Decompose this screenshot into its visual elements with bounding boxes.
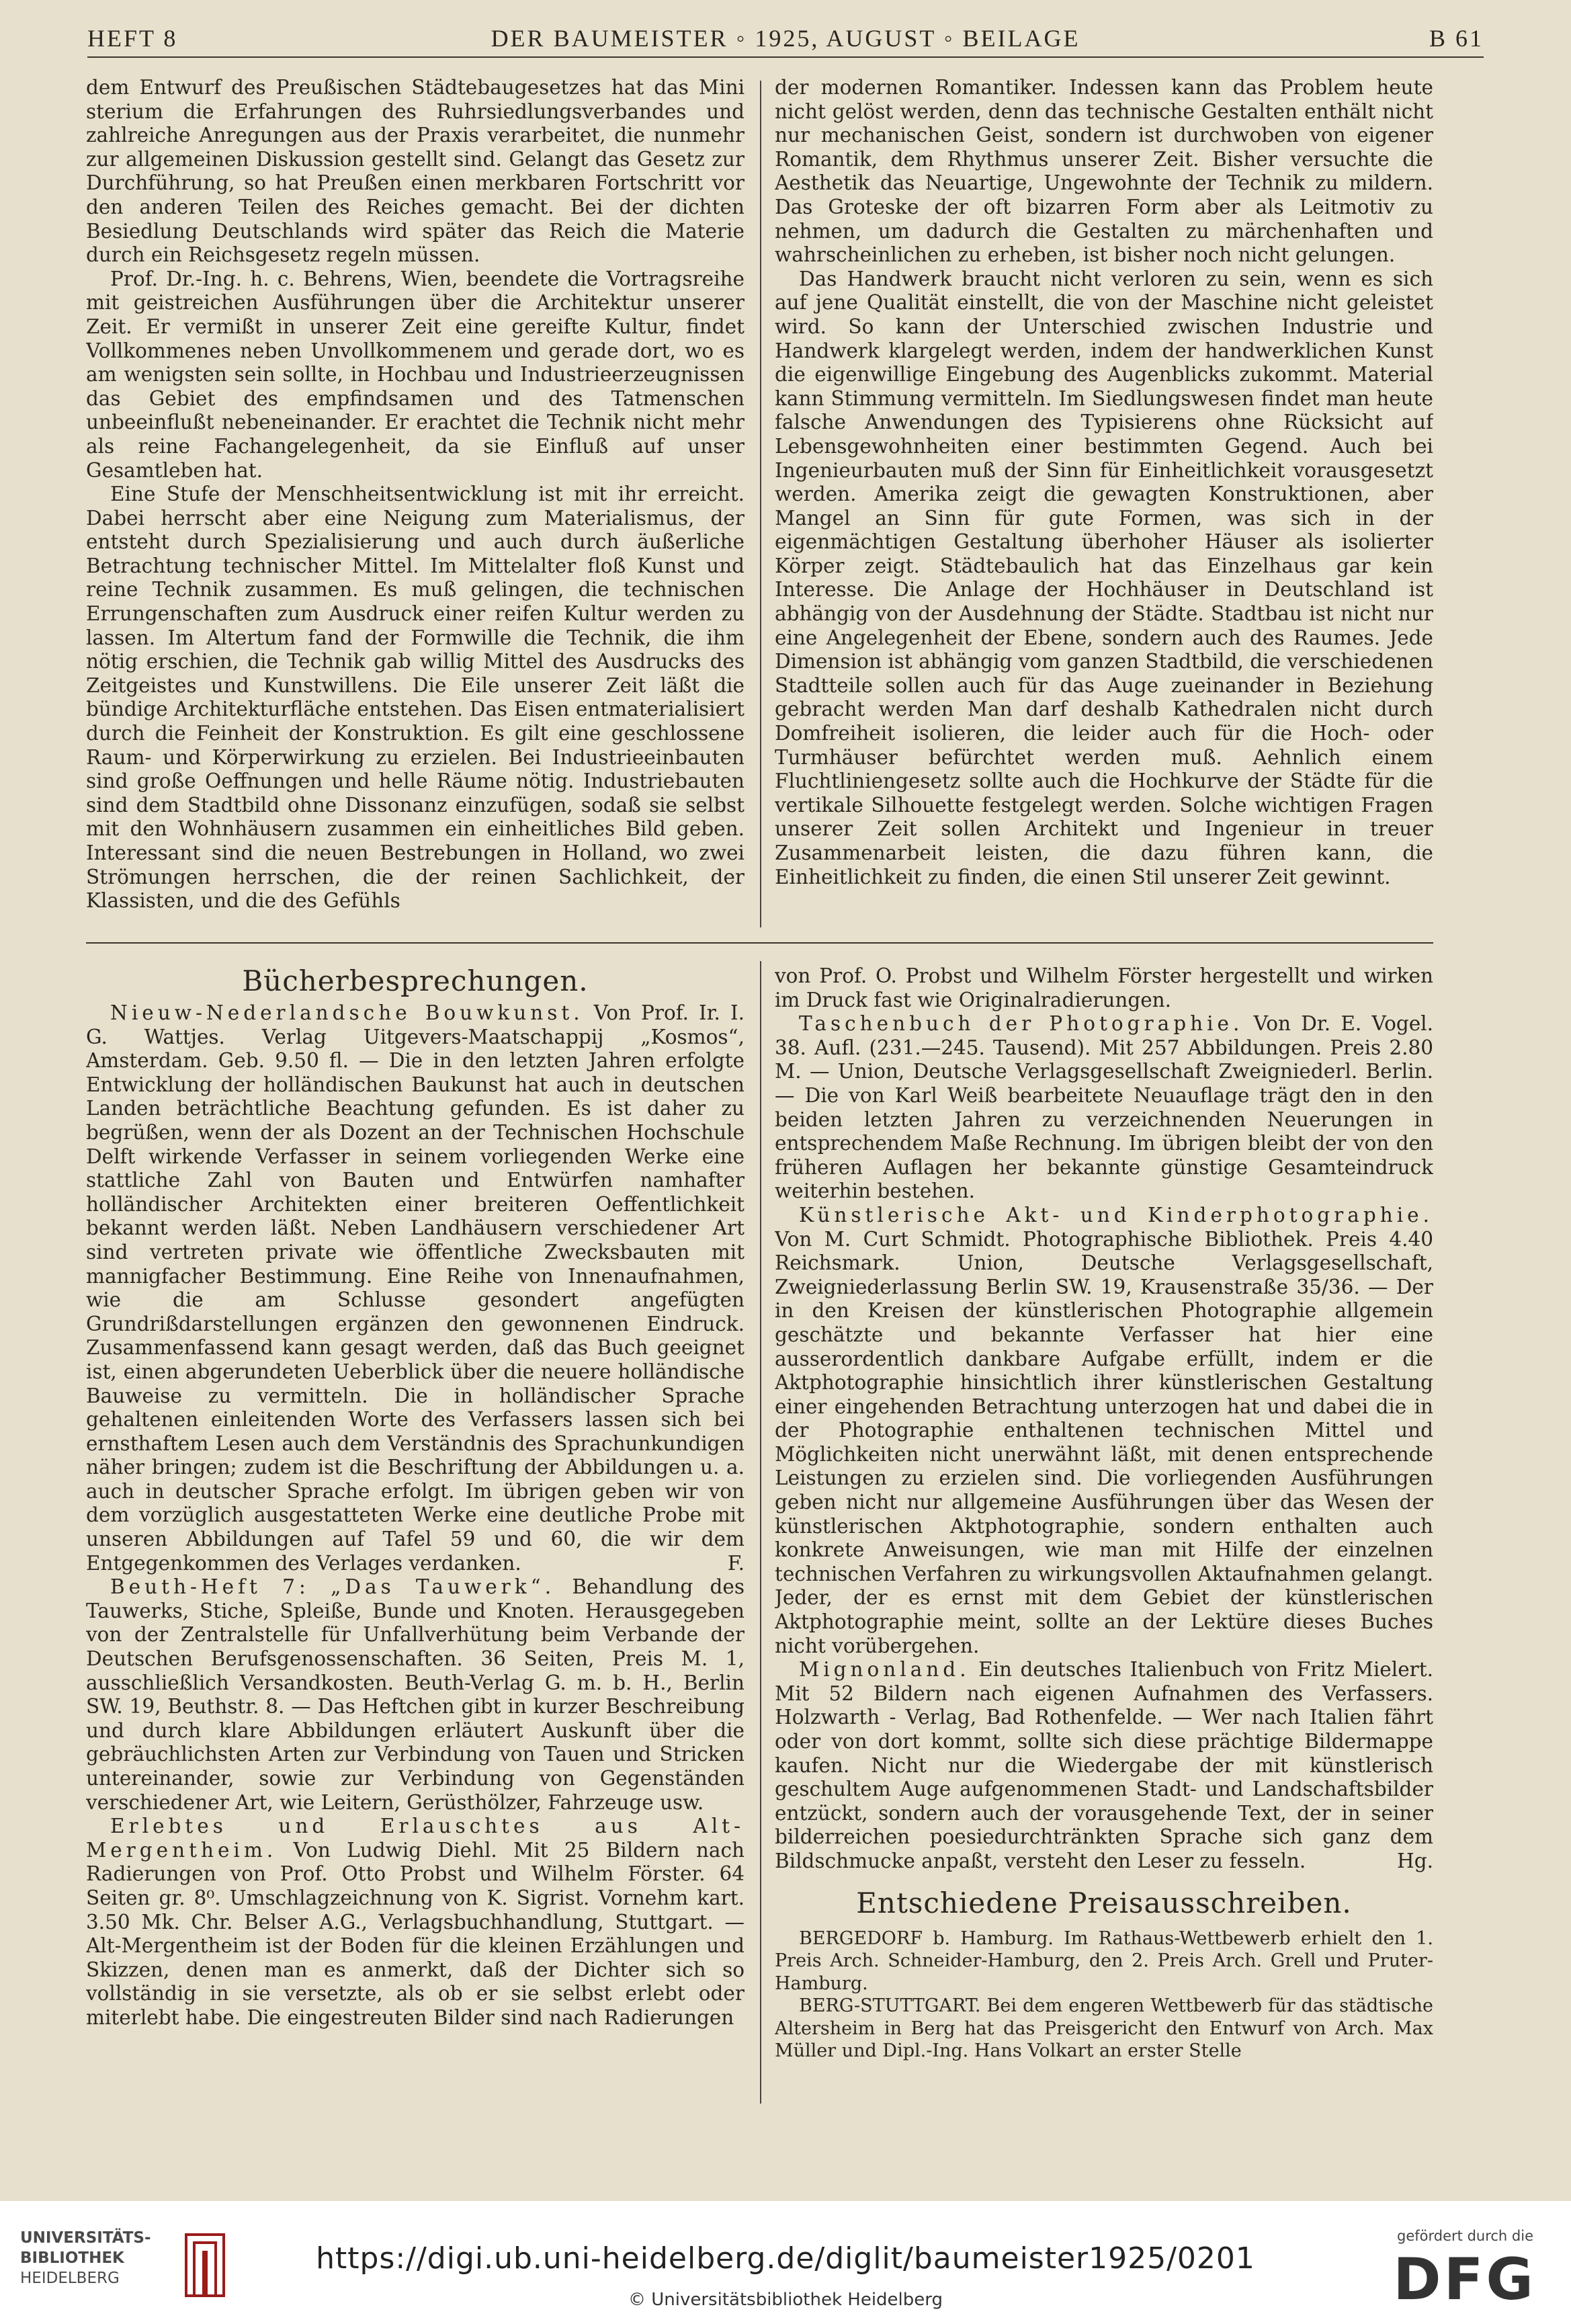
permalink-url[interactable]: https://digi.ub.uni-heidelberg.de/diglit/baumeister1925/0201 [316, 2241, 1255, 2276]
review-title: Beuth-Heft 7: „Das Tauwerk“. [110, 1575, 556, 1599]
paragraph: dem Entwurf des Preußischen Städtebaugesetzes hat das Mini sterium die Erfahrungen des Ruhrsiedlungsverbandes und zahlreiche Anregungen aus der Praxis verarbeitet, die nunmehr zur allgemeinen Diskussion gestellt sind. Gelangt das Gesetz zur Durchführung, so hat Preußen einen merkbaren Fortschritt vor den anderen Teilen des Reiches gemacht. Bei der dichten Besiedlung Deutschlands wird später das Reich die Materie durch ein Reichsgesetz regeln müssen. [86, 76, 745, 267]
running-header [87, 22, 1484, 58]
review-beuth-heft [86, 1575, 745, 1815]
review-text: Von Prof. Ir. I. G. Wattjes. Verlag Uitgevers-Maatschappij „Kosmos“, Amsterdam. Geb. 9.50 fl. — Die in den letzten Jahren erfolgte Entwicklung der holländischen Baukunst hat auch in deutschen Landen beträchtliche Beachtung gefunden. Es ist daher zu begrüßen, wenn der als Dozent an der Technischen Hochschule Delft wirkende Verfasser in seinem vorliegenden Werke eine stattliche Zahl von Bauten und Entwürfen namhafter holländischer Architekten einer breiteren Oeffentlichkeit bekannt werden läßt. Neben Landhäusern verschiedener Art sind vertreten private wie öffentliche Zwecksbauten mit mannigfacher Bestimmung. Eine Reihe von Innenaufnahmen, wie die am Schlusse gesondert angefügten Grundrißdarstellungen ergänzen den gewonnenen Eindruck. Zusammenfassend kann gesagt werden, daß das Buch geeignet ist, einen abgerundeten Ueberblick über die neuere holländische Bauweise zu vermitteln. Die in holländischer Sprache gehaltenen einleitenden Worte des Verfassers lassen sich bei ernsthaftem Lesen auch dem Verständnis des Sprachunkundigen näher bringen; zudem ist die Beschriftung der Abbildungen u. a. auch in deutscher Sprache erfolgt. Im übrigen geben wir von dem vorzüglich ausgestatteten Werke eine deutliche Probe mit unseren Abbildungen auf Tafel 59 und 60, die wir dem Entgegenkommen des Verlages verdanken. [86, 1001, 745, 1575]
viewer-footer [0, 2201, 1571, 2324]
column-divider [760, 961, 761, 2104]
review-text: Ein deutsches Italienbuch von Fritz Mielert. Mit 52 Bildern nach eigenen Aufnahmen des Verfassers. Holzwarth - Verlag, Bad Rothenfelde. — Wer nach Italien fährt oder von dort kommt, sollte sich diese prächtige Bildermappe kaufen. Nicht nur die Wiedergabe der mit künstlerisch geschultem Auge aufgenommenen Stadt- und Landschaftsbilder entzückt, sondern auch der vorausgehende Text, der in seiner bilderreichen poesiedurchtränkten Sprache sich ganz dem Bildschmucke anpaßt, versteht den Leser zu fesseln. [775, 1658, 1433, 1872]
contest-berg-stuttgart: BERG-STUTTGART. Bei dem engeren Wettbewerb für das städtische Altersheim in Berg hat das Preisgericht den Entwurf von Arch. Max Müller und Dipl.-Ing. Hans Volkart an erster Stelle [775, 1995, 1433, 2062]
article-column-right [775, 76, 1433, 929]
review-signature: Hg. [1397, 1849, 1433, 1872]
review-alt-mergentheim [86, 1815, 745, 2030]
review-title: Taschenbuch der Photographie. [799, 1012, 1244, 1036]
issue-number: HEFT 8 [87, 25, 178, 52]
reviews-heading: Bücherbesprechungen. [242, 964, 589, 997]
dfg-logo[interactable]: DFG [1393, 2246, 1536, 2313]
paragraph: Prof. Dr.-Ing. h. c. Behrens, Wien, beendete die Vortragsreihe mit geistreichen Ausführungen über die Architektur unserer Zeit. Er vermißt in unserer Zeit eine gereifte Kultur, findet Vollkommenes neben Unvollkommenem und gerade dort, wo es am wenigsten sein sollte, in Hochbau und Industrieerzeugnissen das Gebiet des empfindsamen und des Tatmenschen unbeeinflußt nebeneinander. Er erachtet die Technik nicht mehr als reine Fachangelegenheit, da sie Einfluß auf unser Gesamtleben hat. [86, 267, 745, 482]
logo-line: HEIDELBERG [20, 2270, 120, 2287]
review-title: Erlebtes und Erlauschtes aus Alt-Mergentheim. [86, 1815, 745, 1862]
column-divider [760, 81, 761, 927]
reviews-column-right [775, 964, 1433, 2120]
review-aktphotographie [775, 1204, 1433, 1658]
review-text: Von Ludwig Diehl. Mit 25 Bildern nach Radierungen von Prof. Otto Probst und Wilhelm Förster. 64 Seiten gr. 8⁰. Umschlagzeichnung von K. Sigrist. Vornehm kart. 3.50 Mk. Chr. Belser A.G., Verlagsbuchhandlung, Stuttgart. — Alt-Mergentheim ist der Boden für die kleinen Erzählungen und Skizzen, denen man es anmerkt, daß der Dichter sich so vollständig in sie versetzte, als ob er sie selbst erlebt oder miterlebt habe. Die eingestreuten Bilder sind nach Radierungen [86, 1838, 745, 2029]
logo-line: BIBLIOTHEK [20, 2249, 124, 2267]
journal-title: DER BAUMEISTER ◦ 1925, AUGUST ◦ BEILAGE [491, 25, 1080, 52]
review-text: Behandlung des Tauwerks, Stiche, Spleiße, Bunde und Knoten. Herausgegeben von der Zentralstelle für Unfallverhütung beim Verbande der Deutschen Berufsgenossenschaften. 36 Seiten, Preis M. 1, ausschließlich Versandkosten. Beuth-Verlag G. m. b. H., Berlin SW. 19, Beuthstr. 8. — Das Heftchen gibt in kurzer Beschreibung und durch klare Abbildungen erläutert Auskunft über die gebräuchlichsten Arten zur Verbindung von Tauen und Stricken untereinander, sowie zur Verbindung von Gegenständen verschiedener Art, wie Leitern, Gerüsthölzer, Fahrzeuge usw. [86, 1575, 745, 1814]
review-text: Von M. Curt Schmidt. Photographische Bibliothek. Preis 4.40 Reichsmark. Union, Deutsche Verlagsgesellschaft, Zweigniederlassung Berlin SW. 19, Krausenstraße 35/36. — Der in den Kreisen der künstlerischen Photographie allgemein geschätzte und bekannte Verfasser hat hier eine ausserordentlich dankbare Aufgabe erfüllt, indem er die Aktphotographie hinsichtlich ihrer künstlerischen Gestaltung einer eingehenden Betrachtung unterzogen hat und dabei die in der Photographie enthaltenen technischen Mittel und Möglichkeiten nicht unerwähnt läßt, mit denen entsprechende Leistungen zu erzielen sind. Die vorliegenden Ausführungen geben nicht nur allgemeine Ausführungen über das Wesen der künstlerischen Aktphotographie, sondern enthalten auch konkrete Anweisungen, wie man mit Hilfe der einzelnen technischen Verfahren zu wirkungsvollen Aktaufnahmen gelangt. Jeder, der es ernst mit dem Gebiet der künstlerischen Aktphotographie meint, sollte an der Lektüre dieses Buches nicht vorübergehen. [775, 1227, 1433, 1657]
contests-list [775, 1927, 1433, 2063]
contests-heading: Entschiedene Preisausschreiben. [856, 1886, 1352, 1919]
review-taschenbuch [775, 1012, 1433, 1204]
logo-line: UNIVERSITÄTS- [20, 2229, 151, 2247]
paragraph: Das Handwerk braucht nicht verloren zu sein, wenn es sich auf jene Qualität einstellt, die von der Maschine nicht geleistet wird. So kann der Unterschied zwischen Industrie und Handwerk klargelegt werden, indem der handwerklichen Kunst die eigenwillige Eingebung des Augenblicks zukommt. Material kann Stimmung vermitteln. Im Siedlungswesen findet man heute falsche Anwendungen des Typisierens ohne Rücksicht auf Lebensgewohnheiten einer bestimmten Gegend. Auch bei Ingenieurbauten muß der Sinn für Einheitlichkeit vorausgesetzt werden. Amerika zeigt die gewagten Konstruktionen, aber Mangel an Sinn für gute Formen, was sich in der eigenmächtigen Gestaltung überhoher Häuser als isolierter Körper zeigt. Städtebaulich hat das Einzelhaus gar kein Interesse. Die Anlage der Hochhäuser in Deutschland ist abhängig von der Ausdehnung der Städte. Stadtbau ist nicht nur eine Angelegenheit der Ebene, sondern auch des Raumes. Jede Dimension ist abhängig vom ganzen Stadtbild, die verschiedenen Stadtteile sollen auch für das Auge zueinander in Beziehung gebracht werden Man darf deshalb Kathedralen nicht durch Domfreiheit isolieren, die leider auch für die Hoch- oder Turmhäuser befürchtet werden muß. Aehnlich einem Fluchtliniengesetz sollte auch die Hochkurve der Städte für die vertikale Silhouette festgelegt werden. Solche wichtigen Fragen unserer Zeit sollen Architekt und Ingenieur in treuer Zusammenarbeit leisten, die dazu führen kann, die Einheitlichkeit zu finden, die einen Stil unserer Zeit gewinnt. [775, 267, 1433, 888]
reviews-column-left [86, 961, 745, 2117]
contest-bergedorf: BERGEDORF b. Hamburg. Im Rathaus-Wettbewerb erhielt den 1. Preis Arch. Schneider-Hamburg, den 2. Preis Arch. Grell und Pruter-Hamburg. [775, 1927, 1433, 1994]
review-title: Nieuw-Nederlandsche Bouwkunst. [110, 1001, 584, 1024]
review-continuation: von Prof. O. Probst und Wilhelm Förster hergestellt und wirken im Druck fast wie Originalradierungen. [775, 964, 1433, 1011]
page-number: B 61 [1429, 25, 1484, 52]
article-column-left [86, 76, 745, 929]
paragraph: Eine Stufe der Menschheitsentwicklung ist mit ihr erreicht. Dabei herrscht aber eine Neigung zum Materialismus, der entsteht durch Spezialisierung und auch durch äußerliche Betrachtung technischer Mittel. Im Mittelalter floß Kunst und reine Technik zusammen. Es muß gelingen, die technischen Errungenschaften zum Ausdruck einer reifen Kultur werden zu lassen. Im Altertum fand der Formwille die Technik, die ihm nötig erschien, die Technik gab willig Mittel des Ausdrucks des Zeitgeistes und Kunstwillens. Die Eile unserer Zeit läßt die bündige Architekturfläche entstehen. Das Eisen entmaterialisiert durch die Feinheit der Konstruktion. Es gilt eine geschlossene Raum- und Körperwirkung zu erzielen. Bei Industrieeinbauten sind große Oeffnungen und helle Räume nötig. Industriebauten sind dem Stadtbild ohne Dissonanz einzufügen, sodaß sie selbst mit den Wohnhäusern zusammen ein einheitliches Bild geben. Interessant sind die neuen Bestrebungen in Holland, wo zwei Strömungen herrschen, die der reinen Sachlichkeit, der Klassisten, und die des Gefühls [86, 483, 745, 913]
review-signature: F. [727, 1551, 745, 1575]
paragraph: der modernen Romantiker. Indessen kann das Problem heute nicht gelöst werden, denn das technische Gestalten enthält nicht nur mechanischen Geist, sondern ist durchwoben von eigener Romantik, dem Rhythmus unserer Zeit. Bisher versuchte die Aesthetik das Neuartige, Ungewohnte der Technik zu mildern. Das Groteske der oft bizarren Form aber als Leitmotiv zu nehmen, um dadurch die Gestalten zu märchenhaften und wahrscheinlichen zu erheben, ist bisher noch nicht gelungen. [775, 76, 1433, 267]
funding-note: gefördert durch die [1397, 2228, 1533, 2244]
review-mignonland [775, 1658, 1433, 1873]
review-title: Mignonland. [799, 1658, 970, 1682]
review-nieuw-nederlandsche [86, 1001, 745, 1575]
copyright-notice: © Universitätsbibliothek Heidelberg [628, 2290, 943, 2310]
section-divider [86, 942, 1433, 944]
review-text: Von Dr. E. Vogel. 38. Aufl. (231.—245. Tausend). Mit 257 Abbildungen. Preis 2.80 M. — Union, Deutsche Verlagsgesellschaft Zweigniederl. Berlin. — Die von Karl Weiß bearbeitete Neuauflage trägt den in den beiden letzten Jahren zu verzeichnenden Neuerungen in entsprechendem Maße Rechnung. Im übrigen bleibt der von den früheren Auflagen her bekannte günstige Gesamteindruck weiterhin bestehen. [775, 1012, 1433, 1203]
review-title: Künstlerische Akt- und Kinderphotographie. [799, 1203, 1433, 1227]
